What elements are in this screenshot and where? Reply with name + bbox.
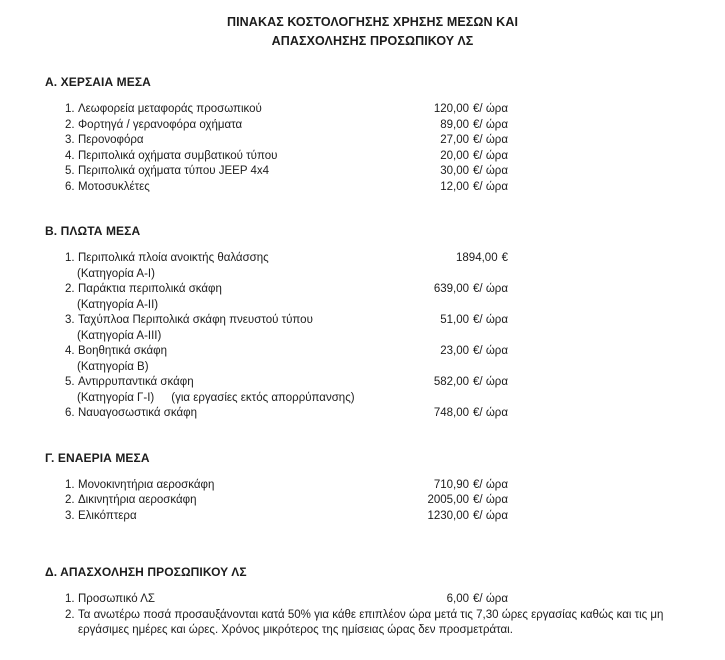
item-main (65, 313, 421, 329)
item-price (421, 509, 508, 525)
price-unit: €/ ώρα (473, 509, 508, 522)
price-value: 710,90 (433, 478, 470, 491)
item-price (421, 375, 508, 391)
sections-container (0, 75, 725, 639)
item-number: 1. (65, 252, 75, 264)
price-value: 20,00 (440, 149, 470, 162)
item-number: 2. (65, 283, 75, 295)
item-label: Αντιρρυπαντικά σκάφη (78, 376, 194, 388)
document-title (0, 13, 725, 51)
item-row (65, 251, 713, 267)
item-row (65, 133, 713, 149)
item-sublabel: (Κατηγορία Β) (77, 360, 149, 373)
price-unit: €/ ώρα (473, 494, 508, 506)
price-unit: €/ ώρα (473, 345, 508, 357)
item-row (65, 313, 713, 329)
item-label: Ναυαγοσωστικά σκάφη (78, 407, 197, 419)
item-price (421, 133, 508, 149)
item-label: Περιπολικά πλοία ανοικτής θαλάσσης (78, 252, 269, 264)
item-main (65, 478, 421, 494)
section-items (65, 251, 713, 422)
price-value: 1230,00 (427, 509, 470, 522)
item-number: 2. (65, 118, 75, 131)
item-subline (65, 391, 713, 407)
item-row (65, 118, 713, 134)
item-label: Περιπολικά οχήματα συμβατικού τύπου (78, 149, 278, 162)
item-main (65, 375, 421, 391)
section-header: Β. ΠΛΩΤΑ ΜΕΣΑ (45, 224, 141, 238)
item-subnote: (για εργασίες εκτός απορρύπανσης) (171, 391, 355, 404)
section-header: Δ. ΑΠΑΣΧΟΛΗΣΗ ΠΡΟΣΩΠΙΚΟΥ ΛΣ (45, 565, 247, 579)
item-number: 5. (65, 165, 75, 177)
price-value: 27,00 (440, 134, 470, 146)
item-main (65, 180, 421, 196)
item-number: 6. (65, 180, 75, 193)
item-number: 3. (65, 134, 75, 146)
item-label: Λεωφορεία μεταφοράς προσωπικού (78, 103, 262, 115)
section-items (65, 592, 713, 639)
item-main (65, 251, 421, 267)
item-label: Παράκτια περιπολικά σκάφη (78, 283, 222, 295)
item-number: 3. (65, 314, 75, 326)
item-main (65, 493, 421, 509)
item-price (421, 406, 508, 422)
item-label: Μοτοσυκλέτες (78, 180, 150, 193)
item-number: 4. (65, 345, 75, 357)
item-row (65, 180, 713, 196)
item-label: Περονοφόρα (78, 134, 144, 146)
item-row (65, 375, 713, 391)
price-value: 12,00 (440, 180, 470, 193)
item-label: Βοηθητικά σκάφη (78, 345, 168, 357)
item-sublabel: (Κατηγορία Α-ΙΙΙ) (77, 329, 162, 342)
price-unit: €/ ώρα (473, 134, 508, 146)
item-row (65, 282, 713, 298)
price-value: 23,00 (440, 345, 470, 357)
price-value: 6,00 (446, 593, 470, 605)
item-price (421, 118, 508, 134)
price-unit: €/ ώρα (473, 118, 508, 131)
item-number: 3. (65, 509, 75, 522)
item-number: 2. (65, 608, 75, 621)
item-price (421, 164, 508, 180)
item-number: 2. (65, 494, 75, 506)
item-label: Ελικόπτερα (78, 509, 137, 522)
item-label: Φορτηγά / γερανοφόρα οχήματα (78, 118, 243, 131)
section-header: Γ. ΕΝΑΕΡΙΑ ΜΕΣΑ (45, 450, 150, 465)
item-row (65, 493, 713, 509)
item-label: Τα ανωτέρω ποσά προσαυξάνονται κατά 50% για κάθε επιπλέον ώρα μετά τις 7,30 ώρες εργασίας καθώς και τις μη εργάσιμες ημέρες και ώρες. Χρόνος μικρότερος της ημίσειας ώρας δεν προσμετράται. (78, 608, 664, 636)
item-label: Δικινητήρια αεροσκάφη (78, 494, 197, 506)
price-unit: €/ ώρα (473, 593, 508, 605)
item-row (65, 509, 713, 525)
item-number: 1. (65, 593, 75, 605)
item-price (421, 478, 508, 494)
item-sublabel: (Κατηγορία Α-Ι) (77, 267, 155, 280)
item-sublabel: (Κατηγορία Α-ΙΙ) (77, 298, 159, 311)
item-label: Ταχύπλοα Περιπολικά σκάφη πνευστού τύπου (78, 314, 313, 326)
price-value: 120,00 (433, 103, 470, 115)
item-main (65, 133, 421, 149)
item-number: 4. (65, 149, 75, 162)
price-value: 89,00 (440, 118, 470, 131)
item-label: Περιπολικά οχήματα τύπου JEEP 4x4 (78, 165, 270, 177)
item-subline (65, 329, 713, 345)
item-main (65, 164, 421, 180)
price-value: 51,00 (440, 314, 470, 326)
item-price (421, 180, 508, 196)
price-unit: €/ ώρα (473, 283, 508, 295)
item-row (65, 344, 713, 360)
section (0, 451, 725, 525)
section-items (65, 478, 713, 525)
section (0, 565, 725, 639)
item-price (421, 282, 508, 298)
item-main (65, 102, 421, 118)
item-main (65, 118, 421, 134)
item-price (421, 251, 508, 267)
item-number: 6. (65, 407, 75, 419)
section (0, 75, 725, 195)
item-row (65, 164, 713, 180)
item-price (421, 344, 508, 360)
price-unit: €/ ώρα (473, 180, 508, 193)
price-unit: €/ ώρα (473, 407, 508, 419)
price-unit: €/ ώρα (473, 103, 508, 115)
item-main (65, 282, 421, 298)
item-main (65, 592, 421, 608)
price-unit: €/ ώρα (473, 376, 508, 388)
item-subline (65, 360, 713, 376)
item-price (421, 313, 508, 329)
section-items (65, 102, 713, 195)
price-value: 582,00 (433, 376, 470, 388)
price-unit: €/ ώρα (473, 149, 508, 162)
price-value: 1894,00 (456, 252, 498, 264)
price-value: 639,00 (433, 283, 470, 295)
item-price (421, 149, 508, 165)
item-row (65, 608, 713, 639)
price-value: 30,00 (440, 165, 470, 177)
item-number: 1. (65, 478, 75, 491)
price-unit: €/ ώρα (473, 314, 508, 326)
price-unit: € (501, 252, 508, 264)
item-subline (65, 298, 713, 314)
item-main (65, 344, 421, 360)
title-line-2: ΑΠΑΣΧΟΛΗΣΗΣ ΠΡΟΣΩΠΙΚΟΥ ΛΣ (271, 34, 474, 48)
item-row (65, 149, 713, 165)
price-value: 748,00 (433, 407, 470, 419)
item-main (65, 608, 713, 639)
item-main (65, 149, 421, 165)
price-unit: €/ ώρα (473, 165, 508, 177)
price-unit: €/ ώρα (473, 478, 508, 491)
item-number: 5. (65, 376, 75, 388)
item-row (65, 478, 713, 494)
item-price (421, 102, 508, 118)
price-value: 2005,00 (427, 494, 470, 506)
item-price (421, 493, 508, 509)
item-number: 1. (65, 103, 75, 115)
item-price (421, 592, 508, 608)
item-main (65, 406, 421, 422)
item-main (65, 509, 421, 525)
item-row (65, 592, 713, 608)
item-label: Προσωπικό ΛΣ (78, 593, 156, 605)
item-sublabel: (Κατηγορία Γ-Ι) (77, 391, 155, 404)
item-subline (65, 267, 713, 283)
item-row (65, 406, 713, 422)
item-row (65, 102, 713, 118)
section (0, 224, 725, 422)
title-line-1: ΠΙΝΑΚΑΣ ΚΟΣΤΟΛΟΓΗΣΗΣ ΧΡΗΣΗΣ ΜΕΣΩΝ ΚΑΙ (226, 15, 519, 29)
item-label: Μονοκινητήρια αεροσκάφη (78, 478, 215, 491)
section-header: Α. ΧΕΡΣΑΙΑ ΜΕΣΑ (45, 75, 151, 89)
